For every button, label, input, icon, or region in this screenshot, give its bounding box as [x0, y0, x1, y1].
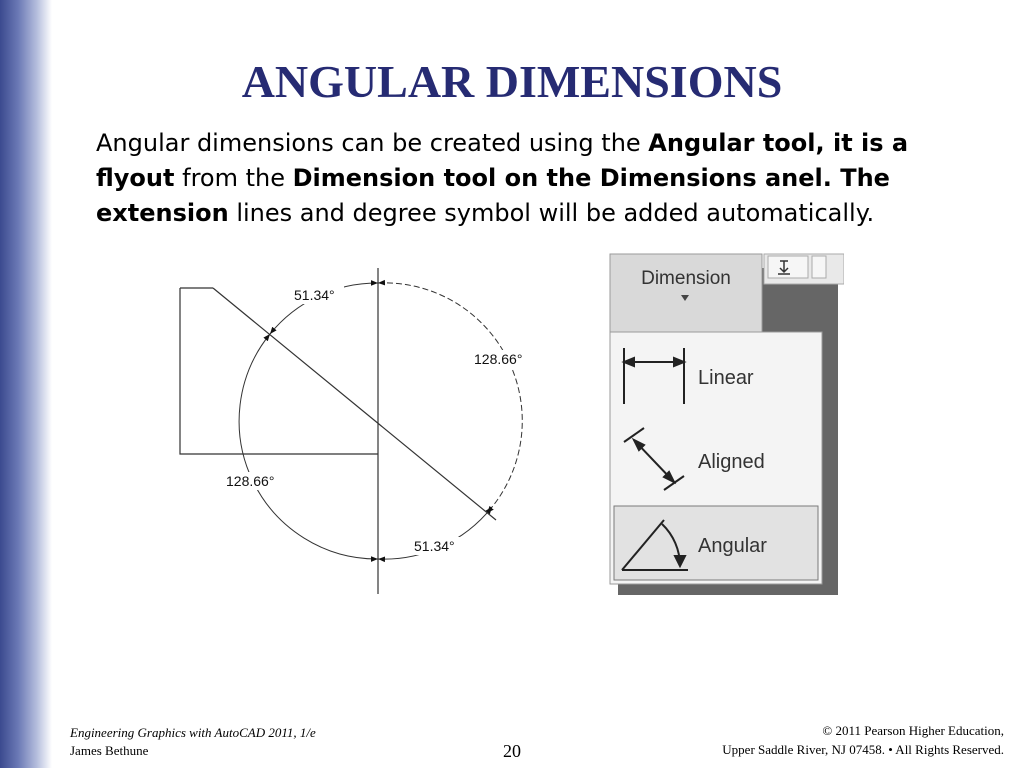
body-paragraph: [96, 126, 946, 252]
footer-author: James Bethune: [70, 743, 149, 758]
page-number: 20: [503, 741, 521, 761]
arc-left: [239, 334, 378, 559]
menu-item-label: Angular: [698, 535, 767, 557]
dim-label-right: 128.66°: [474, 351, 523, 367]
body-text-segment-bold: Angular tool, it is a flyout: [96, 129, 909, 192]
dim-label-top-left: 51.34°: [294, 287, 335, 303]
side-gradient-bar: [0, 0, 52, 768]
menu-item-label: Linear: [698, 367, 754, 389]
body-text-segment: from the: [174, 164, 293, 192]
body-text-segment-bold: Dimension tool on the Dimensions anel. The extension: [96, 164, 890, 227]
angular-dimension-drawing: [160, 262, 540, 602]
copyright-line-1: © 2011 Pearson Higher Education,: [822, 723, 1004, 738]
slide-title: ANGULAR DIMENSIONS: [241, 56, 783, 107]
footer-book-title: Engineering Graphics with AutoCAD 2011, 1/e: [70, 725, 316, 740]
dimension-button-label[interactable]: Dimension: [641, 268, 731, 289]
copyright-line-2: Upper Saddle River, NJ 07458. • All Rights Reserved.: [722, 742, 1004, 757]
part-outline: [180, 288, 378, 454]
menu-item-angular[interactable]: [614, 506, 818, 580]
body-text-segment: Angular dimensions can be created using the: [96, 129, 649, 157]
body-text-segment: lines and degree symbol will be added automatically.: [228, 199, 875, 227]
dim-label-bottom: 51.34°: [414, 538, 455, 554]
footer-copyright: [722, 721, 1004, 759]
footer-book-info: [70, 724, 316, 760]
dim-label-left: 128.66°: [226, 473, 275, 489]
menu-item-label: Aligned: [698, 451, 765, 473]
arc-right: [378, 283, 522, 513]
dimension-flyout-menu[interactable]: [608, 252, 844, 598]
